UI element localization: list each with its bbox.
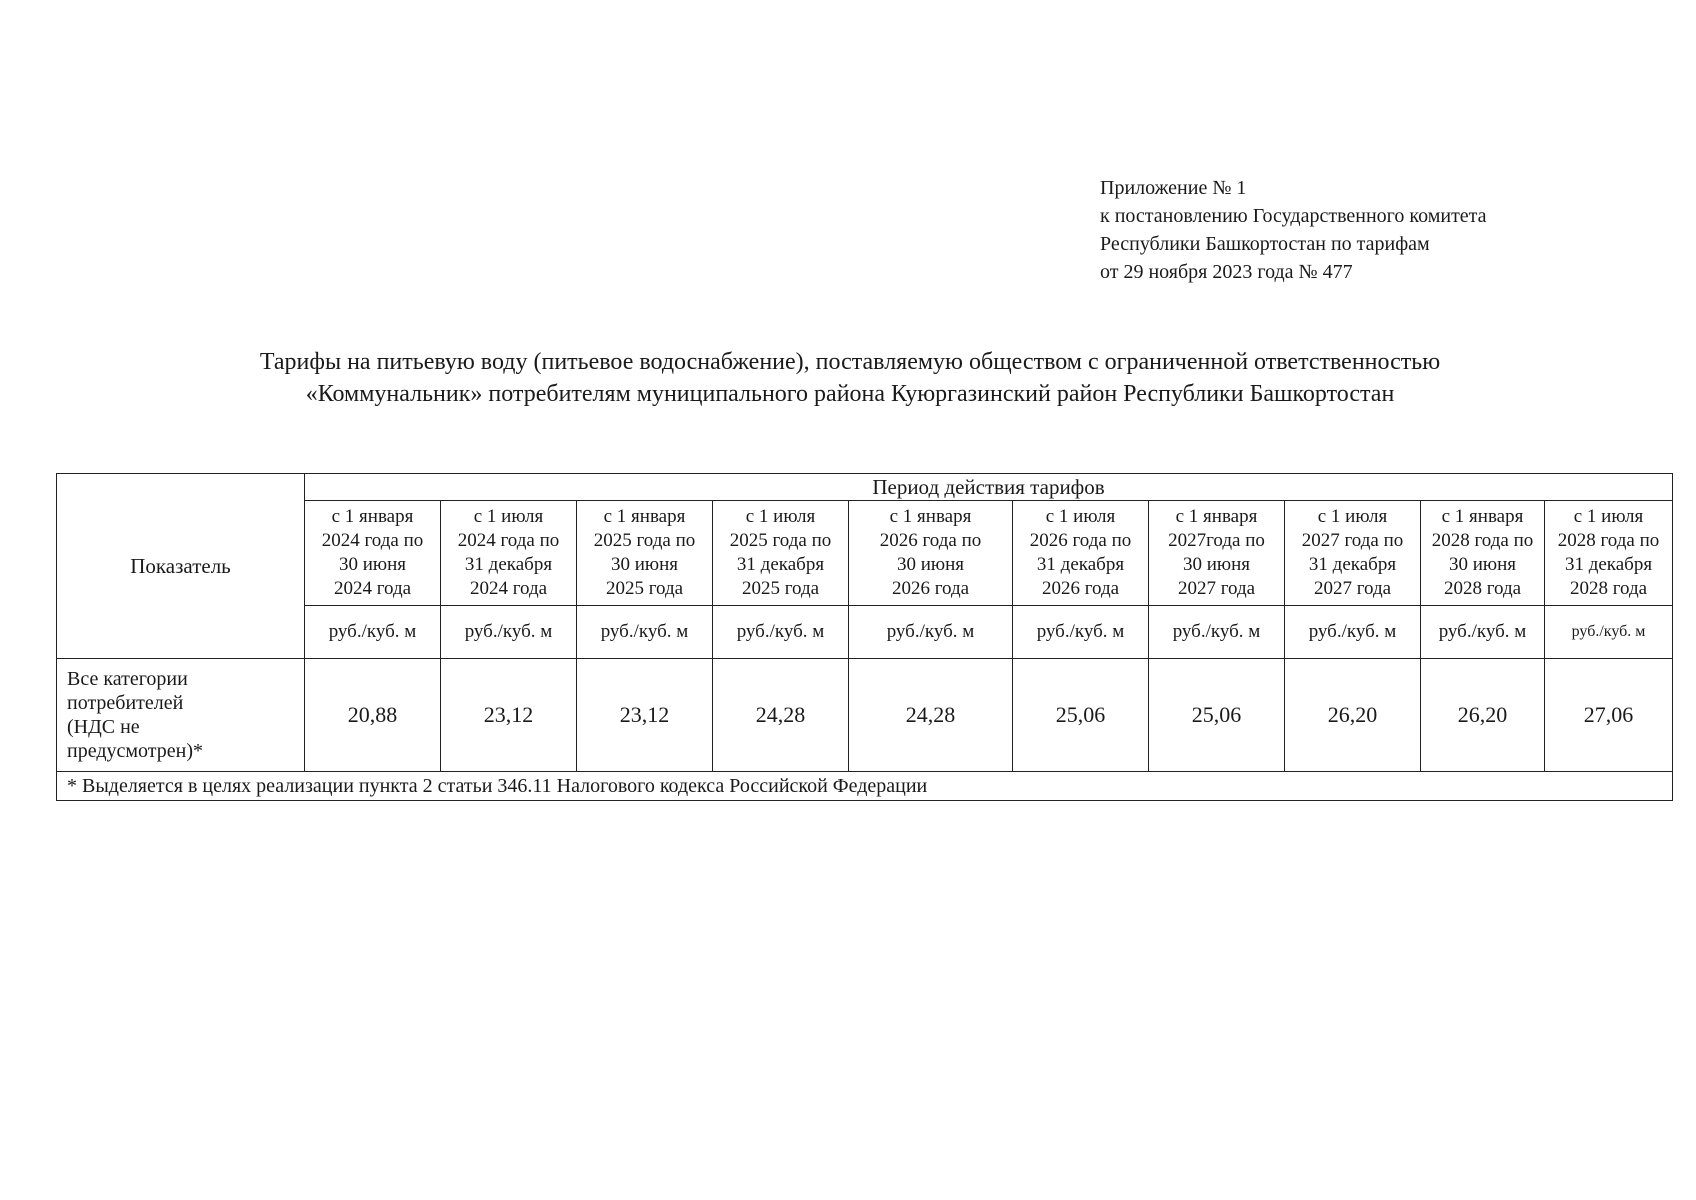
tariff-value: 26,20: [1285, 659, 1421, 772]
unit-cell: руб./куб. м: [1013, 606, 1149, 659]
footnote-row: [57, 772, 1673, 801]
footnote: * Выделяется в целях реализации пункта 2 статьи 346.11 Налогового кодекса Российской Федерации: [57, 772, 1673, 801]
period-cell: с 1 июля 2026 года по 31 декабря 2026 года: [1013, 501, 1149, 606]
tariff-value: 23,12: [577, 659, 713, 772]
unit-cell: руб./куб. м: [713, 606, 849, 659]
appendix-line: Приложение № 1: [1100, 177, 1247, 199]
unit-cell: руб./куб. м: [1545, 606, 1673, 659]
tariff-value: 24,28: [713, 659, 849, 772]
appendix-line: от 29 ноября 2023 года № 477: [1100, 261, 1353, 283]
tariff-value: 24,28: [849, 659, 1013, 772]
appendix-line: Республики Башкортостан по тарифам: [1100, 233, 1430, 255]
period-cell: с 1 января 2027года по 30 июня 2027 года: [1149, 501, 1285, 606]
tariff-value: 20,88: [305, 659, 441, 772]
period-cell: с 1 января 2028 года по 30 июня 2028 года: [1421, 501, 1545, 606]
unit-cell: руб./куб. м: [1149, 606, 1285, 659]
unit-cell: руб./куб. м: [441, 606, 577, 659]
table-row: [57, 659, 1673, 772]
period-cell: с 1 января 2026 года по 30 июня 2026 года: [849, 501, 1013, 606]
unit-cell: руб./куб. м: [849, 606, 1013, 659]
tariff-value: 26,20: [1421, 659, 1545, 772]
unit-cell: руб./куб. м: [577, 606, 713, 659]
document-title: [100, 346, 1600, 410]
period-cell: с 1 июля 2025 года по 31 декабря 2025 года: [713, 501, 849, 606]
tariff-value: 23,12: [441, 659, 577, 772]
indicator-header: Показатель: [57, 474, 305, 659]
tariffs-table: [56, 473, 1673, 801]
period-cell: с 1 июля 2028 года по 31 декабря 2028 года: [1545, 501, 1673, 606]
period-cell: с 1 января 2024 года по 30 июня 2024 года: [305, 501, 441, 606]
tariff-value: 27,06: [1545, 659, 1673, 772]
unit-cell: руб./куб. м: [305, 606, 441, 659]
tariff-value: 25,06: [1149, 659, 1285, 772]
period-cell: с 1 июля 2027 года по 31 декабря 2027 года: [1285, 501, 1421, 606]
appendix-block: [1100, 174, 1487, 286]
unit-cell: руб./куб. м: [1421, 606, 1545, 659]
unit-cell: руб./куб. м: [1285, 606, 1421, 659]
row-label: Все категории потребителей (НДС не предусмотрен)*: [57, 659, 305, 772]
appendix-line: к постановлению Государственного комитета: [1100, 205, 1487, 227]
period-cell: с 1 июля 2024 года по 31 декабря 2024 года: [441, 501, 577, 606]
tariff-value: 25,06: [1013, 659, 1149, 772]
title-line-2: «Коммунальник» потребителям муниципального района Куюргазинский район Республики Башкортостан: [305, 381, 1395, 407]
title-line-1: Тарифы на питьевую воду (питьевое водоснабжение), поставляемую обществом с ограниченной ответственностью: [259, 349, 1441, 375]
period-cell: с 1 января 2025 года по 30 июня 2025 года: [577, 501, 713, 606]
period-header: Период действия тарифов: [305, 474, 1673, 501]
